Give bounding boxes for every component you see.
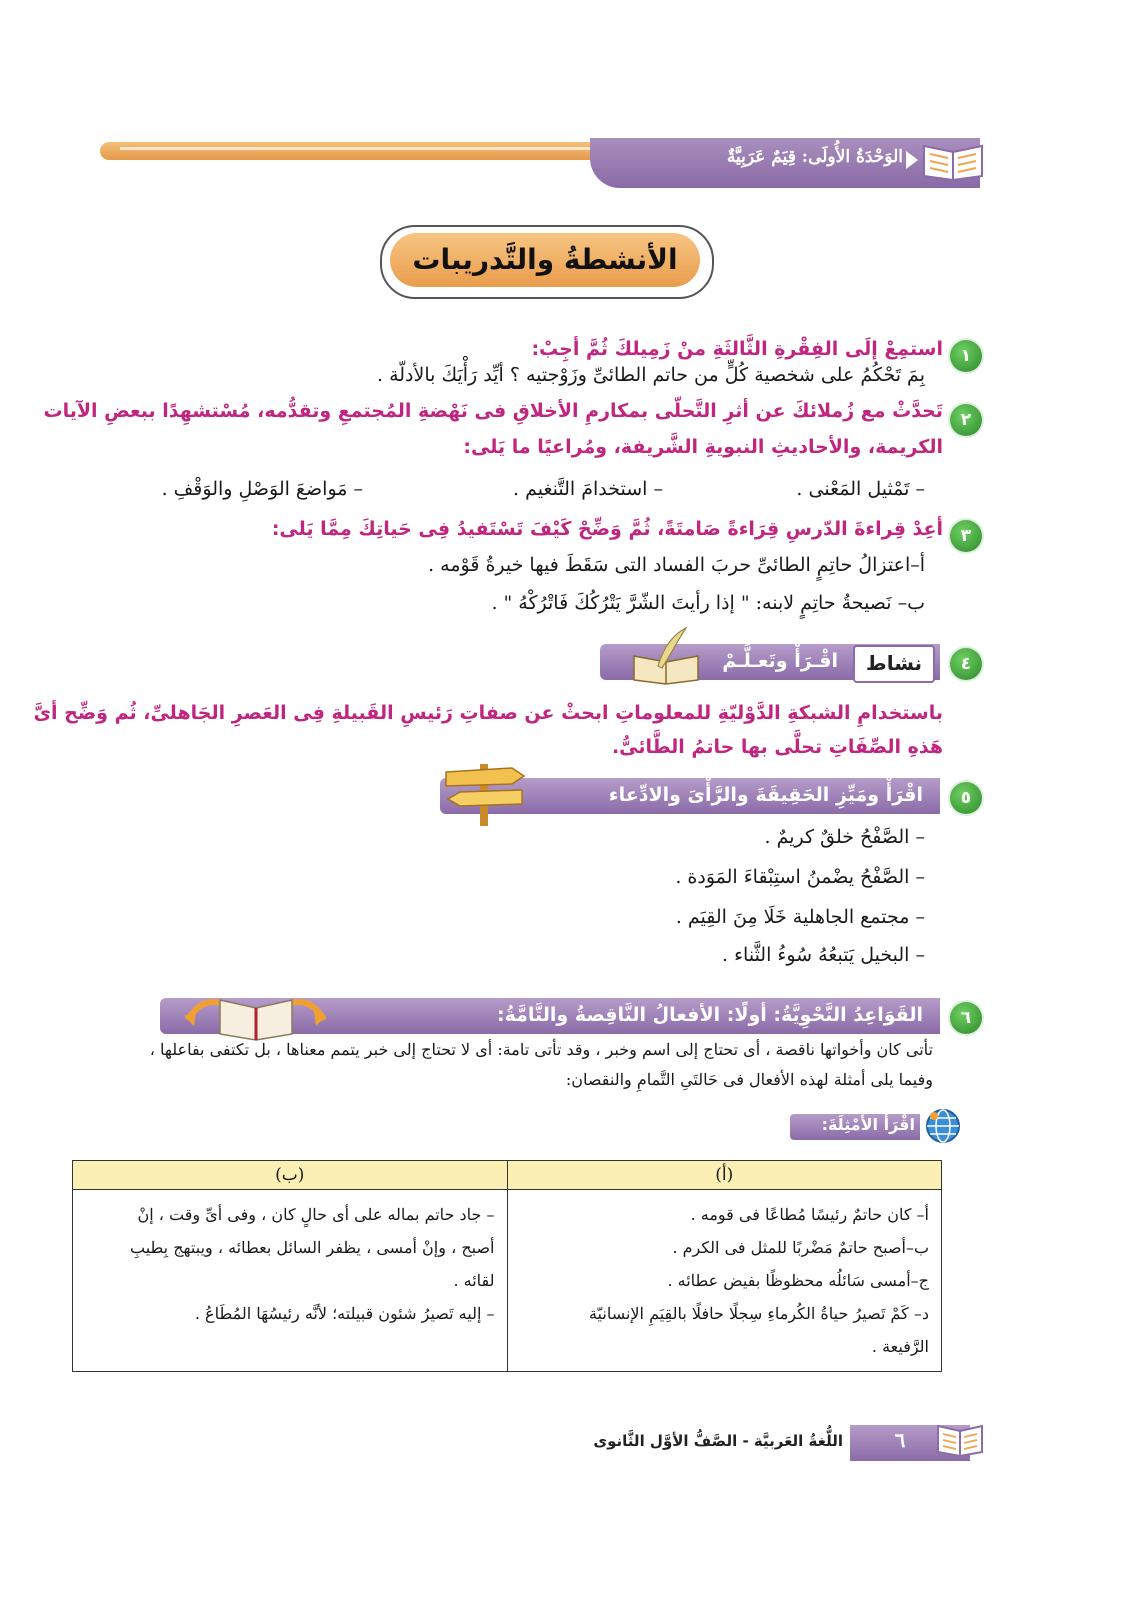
table-b-item: أصبح ، وإنْ أمسى ، يظفر السائل بعطائه ، ويبتهج بِطيبِ [130,1238,495,1257]
examples-label: اقْرَأْ الأمْثِلَةَ: [821,1115,915,1134]
table-header-a: (أ) [507,1161,942,1190]
activity-2-option-3: – مَواضعَ الوَصْلِ والوَقْفِ . [161,478,363,500]
activity-number-4: ٤ [950,648,982,680]
examples-table [72,1160,942,1372]
signpost-icon [440,758,530,832]
grammar-paragraph-1: تأتى كان وأخواتها ناقصة ، أى تحتاج إلى اسم وخبر ، وقد تأتى تامة: أى لا تحتاج إلى خبر يتمم معناها ، بل تكتفى بفاعلها ، [149,1040,933,1059]
table-a-item: د– كَمْ تَصيرُ حياةُ الكُرماءِ سِجلًا حافلًا بالقِيَمِ الإنسانيّة [588,1304,929,1323]
activity-number-1: ١ [950,340,982,372]
activity-5-item-1: – الصَّفْحُ خلقٌ كريمٌ . [764,826,925,848]
table-cell-a [507,1190,942,1372]
unit-title: الوَحْدَةُ الأُولَى: قِيَمٌ عَرَبِيَّةٌ [726,147,903,167]
activity-3-instruction: أعِدْ قِراءةَ الدّرسِ قِرَاءةً صَامتَةً، ثُمَّ وَضِّحْ كَيْفَ تَسْتَفيدُ فِى حَياتِكَ مِمَّا يَلى: [271,518,943,540]
footer-book-icon [935,1418,985,1462]
activity-4-banner-text: اقْـرَأْ وتَعـلَّـمْ [722,650,838,672]
table-b-item: لقائه . [453,1271,495,1290]
activity-4-line-1: باستخدامِ الشبكةِ الدَّوْليّةِ للمعلوماتِ ابحثْ عن صفاتِ رَئيسِ القَبيلةِ فِى العَصرِ الجَاهلىِّ، ثُم وَضِّح أىَّ [33,702,943,724]
header-stripe-highlight [120,147,640,150]
header-arrow-icon [906,151,918,169]
open-book-arrows-icon [180,980,330,1048]
activity-number-3: ٣ [950,520,982,552]
activity-1-question: بِمَ تَحْكُمُ على شخصية كُلٍّ من حاتم الطائىِّ وزَوْجتيه ؟ أيِّد رَأْيَكَ بالأدلّة . [377,364,925,386]
activity-number-6: ٦ [950,1002,982,1034]
grammar-paragraph-2: وفيما يلى أمثلة لهذه الأفعال فى حَالتَىِ التَّمامِ والنقصان: [565,1070,933,1089]
activity-number-5: ٥ [950,782,982,814]
table-header-b: (ب) [73,1161,508,1190]
activity-3-item-1: أ–اعتزالُ حاتِمٍ الطائىِّ حربَ الفساد التى سَقَطَ فيها خيرةُ قَوْمه . [428,554,925,576]
activity-2-option-1: – تَمْثيل المَعْنى . [796,478,925,500]
table-a-item: ب–أصبح حاتمٌ مَضْربًا للمثل فى الكرم . [672,1238,929,1257]
activity-2-line-1: تَحدَّثْ مع زُملائكَ عن أثرِ التَّحلّى بمكارمِ الأخلاقِ فى نَهْضةِ المُجتمعِ وتقدُّمه، مُسْتشهِدًا ببعضِ الآيات [43,400,943,422]
header-stripe [100,142,660,160]
table-cell-b [73,1190,508,1372]
activity-5-banner-text: اقْرَأْ ومَيِّزِ الحَقِيقَةَ والرَّأْىَ والادِّعاء [608,784,923,806]
globe-icon [925,1108,961,1148]
book-quill-icon [628,626,704,690]
page-title: الأنشطةُ والتَّدريبات [412,243,678,276]
table-b-item: – إليه تَصيرُ شئون قبيلته؛ لأنَّه رئيسُهَا المُطَاعُ . [194,1304,495,1323]
activity-3-item-2: ب– نَصيحةُ حاتِمٍ لابنه: " إذا رأيتَ الشّرَّ يَتْرُكُكَ فَاتْرُكْهُ " . [491,592,925,614]
activity-5-item-2: – الصَّفْحُ يضْمنُ استِبْقاءَ المَوَدة . [675,866,925,888]
table-a-item: أ– كان حاتمٌ رئيسًا مُطاعًا فى قومه . [690,1205,929,1224]
table-a-item: ج–أمسى سَائلُه محظوظًا بفيض عطائه . [667,1271,929,1290]
open-book-icon [920,136,986,186]
activity-badge: نشاط [853,645,935,683]
activity-2-line-2: الكريمة، والأحاديثِ النبويةِ الشَّريفة، ومُراعيًا ما يَلى: [463,436,943,458]
activity-1-instruction: استمِعْ إلَى الفِقْرةِ الثَّالثَةِ منْ زَمِيلكَ ثُمَّ أجِبْ: [531,338,943,360]
activity-number-2: ٢ [950,404,982,436]
activity-2-option-2: – استخدامَ التَّنغيم . [513,478,663,500]
page-number: ٦ [894,1428,906,1452]
table-a-item: الرَّفيعة . [871,1337,929,1356]
activity-4-line-2: هَذهِ الصِّفَاتِ تحلَّى بها حاتمُ الطَّائىُّ. [611,736,943,758]
table-b-item: – جاد حاتم بماله على أى حالٍ كان ، وفى أىِّ وقت ، إنْ [137,1205,495,1224]
activity-5-item-4: – البخيل يَتبعُهُ سُوءُ الثَّناء . [722,944,925,966]
footer-text: اللُّغةُ العَربيَّة - الصَّفُّ الأوَّل الثَّانوى [593,1432,843,1450]
activity-5-item-3: – مجتمع الجاهلية خَلَا مِنَ القِيَم . [675,906,925,928]
activity-6-banner-text: القَوَاعِدُ النَّحْوِيَّةُ: أولًا: الأفعالُ النَّاقِصةُ والتَّامَّةُ: [496,1004,923,1026]
